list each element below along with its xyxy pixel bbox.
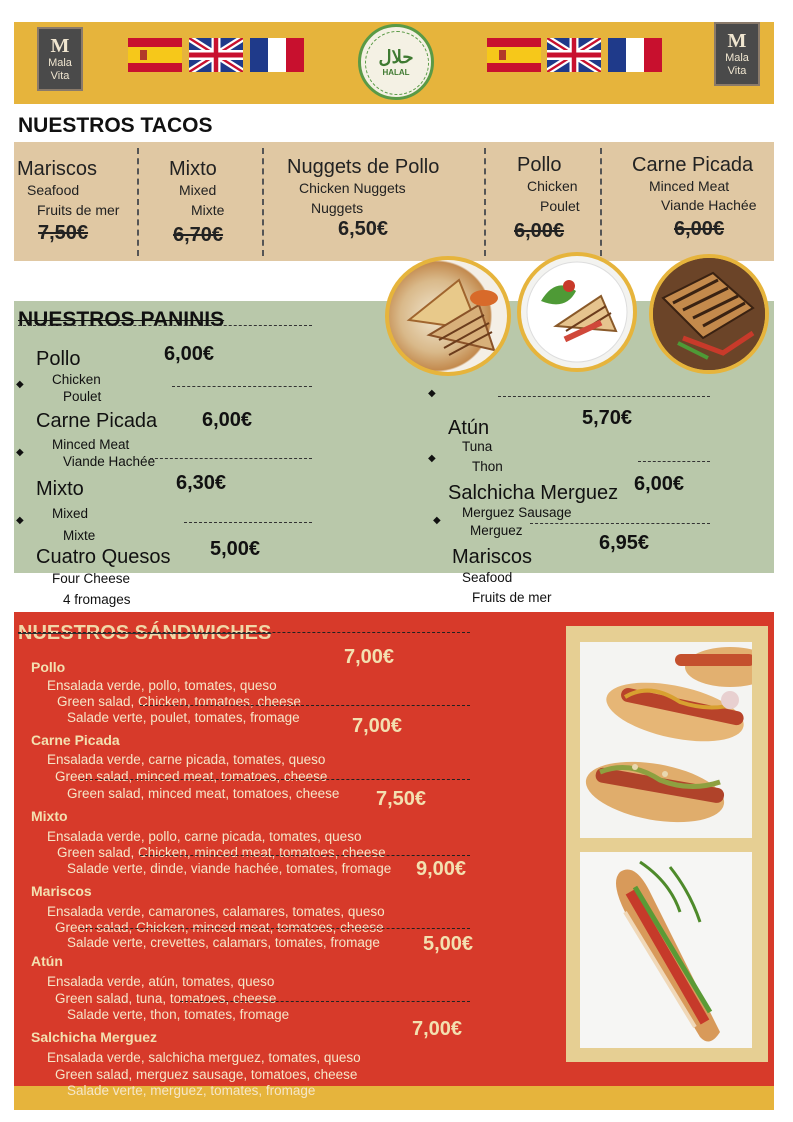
- price-dashed-line: [184, 522, 312, 523]
- panini-price: 5,00€: [210, 538, 261, 560]
- taco-price: 6,00€: [674, 218, 725, 240]
- price-dashed-line: [530, 523, 710, 524]
- sandwich-name: Salchicha Merguez: [31, 1029, 158, 1045]
- sandwich-price: 7,00€: [352, 715, 403, 737]
- panini-price: 6,95€: [599, 532, 650, 554]
- panini-french: Viande Hachée: [63, 454, 156, 469]
- price-dashed-line: [80, 928, 470, 929]
- taco-french: Poulet: [540, 198, 580, 214]
- bullet-dot: ◆: [428, 388, 436, 399]
- panini-name: Mariscos: [452, 546, 533, 568]
- sandwich-french: Salade verte, dinde, viande hachée, tomates, fromage: [67, 861, 392, 876]
- price-dashed-line: [180, 1001, 470, 1002]
- panini-illustration: [521, 256, 633, 368]
- panini-french: Fruits de mer: [472, 590, 552, 605]
- sandwich-spanish: Ensalada verde, carne picada, tomates, queso: [47, 752, 326, 767]
- panini-price: 6,00€: [634, 473, 685, 495]
- logo-brand-name: Mala Vita: [725, 52, 749, 77]
- seal-ring: [365, 31, 429, 95]
- panini-name: Mixto: [36, 478, 84, 500]
- sandwich-price: 7,50€: [376, 788, 427, 810]
- france-flag-icon: [250, 38, 304, 72]
- seal-label: HALAL: [382, 68, 410, 77]
- spain-flag-icon: [487, 38, 541, 72]
- panini-english: Chicken: [52, 372, 101, 387]
- sandwich-name: Mariscos: [31, 883, 92, 899]
- panini-french: Thon: [472, 459, 503, 474]
- sandwich-english: Green salad, Chicken, tomatoes, cheese: [57, 694, 301, 709]
- taco-price: 6,00€: [514, 220, 565, 242]
- panini-price: 6,00€: [202, 409, 253, 431]
- price-dashed-line: [638, 461, 710, 462]
- taco-french: Mixte: [191, 202, 225, 218]
- taco-item: [140, 142, 262, 261]
- uk-flag-icon: [189, 38, 243, 72]
- taco-name: Carne Picada: [632, 154, 754, 176]
- panini-name: Carne Picada: [36, 410, 158, 432]
- bullet-dot: ◆: [16, 447, 24, 458]
- panini-english: Tuna: [462, 439, 493, 454]
- panini-english: Merguez Sausage: [462, 505, 572, 520]
- sandwich-english: Green salad, Chicken, minced meat, tomatoes, cheese: [55, 920, 384, 935]
- panini-english: Minced Meat: [52, 437, 130, 452]
- price-dashed-line: [140, 855, 470, 856]
- taco-french: Viande Hachée: [661, 197, 757, 213]
- panini-french: Mixte: [63, 528, 96, 543]
- taco-name: Pollo: [517, 154, 562, 176]
- spain-flag-icon: [128, 38, 182, 72]
- sandwich-price: 5,00€: [423, 933, 474, 955]
- panini-french: Merguez: [470, 523, 523, 538]
- sandwich-name: Carne Picada: [31, 732, 120, 748]
- bullet-dot: ◆: [433, 515, 441, 526]
- sandwiches-section-title: NUESTROS SÁNDWICHES: [18, 622, 272, 644]
- sandwich-french: Salade verte, crevettes, calamars, tomates, fromage: [67, 935, 380, 950]
- sandwich-spanish: Ensalada verde, salchicha merguez, tomates, queso: [47, 1050, 361, 1065]
- sandwich-french: Salade verte, merguez, tomates, fromage: [67, 1083, 316, 1098]
- panini-price: 6,00€: [164, 343, 215, 365]
- sandwich-price: 9,00€: [416, 858, 467, 880]
- sandwich-name: Pollo: [31, 659, 66, 675]
- taco-name: Mixto: [169, 158, 217, 180]
- sandwich-english: Green salad, merguez sausage, tomatoes, cheese: [55, 1067, 358, 1082]
- price-dashed-line: [150, 458, 312, 459]
- sandwich-spanish: Ensalada verde, atún, tomates, queso: [47, 974, 275, 989]
- taco-item: [486, 142, 600, 261]
- panini-photo-grilled: [649, 254, 769, 374]
- price-dashed-line: [80, 779, 470, 780]
- paninis-section-title: NUESTROS PANINIS: [18, 308, 225, 331]
- taco-english: Chicken: [527, 178, 578, 194]
- panini-name: Cuatro Quesos: [36, 546, 171, 568]
- panini-english: Seafood: [462, 570, 513, 585]
- price-dashed-line: [140, 705, 470, 706]
- taco-item: [14, 142, 138, 261]
- panini-photo-salad: [517, 252, 637, 372]
- taco-french: Nuggets: [311, 200, 364, 216]
- sandwich-english: Green salad, Chicken, minced meat, tomatoes, cheese: [57, 845, 386, 860]
- seal-arabic: حلال: [378, 47, 414, 67]
- price-dashed-line: [498, 396, 710, 397]
- panini-english: Mixed: [52, 506, 89, 521]
- panini-illustration: [653, 258, 765, 370]
- sandwich-price: 7,00€: [344, 646, 395, 668]
- mala-vita-logo-right: M Mala Vita: [714, 22, 760, 86]
- panini-name: Atún: [448, 417, 490, 439]
- taco-name: Mariscos: [17, 158, 98, 180]
- panini-illustration: [389, 260, 507, 372]
- mala-vita-logo-left: M Mala Vita: [37, 27, 83, 91]
- panini-french: Poulet: [63, 389, 102, 404]
- panini-price: 5,70€: [582, 407, 633, 429]
- taco-english: Minced Meat: [649, 178, 730, 194]
- taco-divider: [137, 148, 139, 256]
- panini-name: Pollo: [36, 348, 81, 370]
- uk-flag-icon: [547, 38, 601, 72]
- bullet-dot: ◆: [16, 379, 24, 390]
- hotdog-illustration: [580, 642, 752, 838]
- taco-price: 7,50€: [38, 222, 89, 244]
- bullet-dot: ◆: [428, 453, 436, 464]
- hotdog-photo: [580, 642, 752, 838]
- baguette-photo: [580, 852, 752, 1048]
- taco-price: 6,50€: [338, 218, 389, 240]
- panini-name: Salchicha Merguez: [448, 482, 619, 504]
- sandwich-english: Green salad, tuna, tomatoes, cheese: [55, 991, 277, 1006]
- title-dashed-line: [18, 325, 312, 326]
- sandwich-name: Atún: [31, 953, 63, 969]
- panini-photo-chicken: [385, 256, 511, 376]
- sandwich-spanish: Ensalada verde, pollo, carne picada, tomates, queso: [47, 829, 362, 844]
- sandwich-french: Salade verte, poulet, tomates, fromage: [67, 710, 300, 725]
- sandwich-spanish: Ensalada verde, camarones, calamares, tomates, queso: [47, 904, 385, 919]
- taco-english: Chicken Nuggets: [299, 180, 406, 196]
- taco-french: Fruits de mer: [37, 202, 120, 218]
- taco-english: Mixed: [179, 182, 217, 198]
- price-dashed-line: [172, 386, 312, 387]
- taco-price: 6,70€: [173, 224, 224, 246]
- taco-item: [602, 142, 774, 261]
- panini-price: 6,30€: [176, 472, 227, 494]
- panini-english: Four Cheese: [52, 571, 131, 586]
- panini-french: 4 fromages: [63, 592, 131, 607]
- taco-name: Nuggets de Pollo: [287, 156, 440, 178]
- sandwich-french: Salade verte, thon, tomates, fromage: [67, 1007, 290, 1022]
- sandwich-french: Green salad, minced meat, tomatoes, cheese: [67, 786, 340, 801]
- sandwich-name: Mixto: [31, 808, 68, 824]
- tacos-section-title: NUESTROS TACOS: [18, 114, 213, 137]
- sandwich-spanish: Ensalada verde, pollo, tomates, queso: [47, 678, 277, 693]
- title-dashed-line: [18, 632, 470, 633]
- bullet-dot: ◆: [16, 515, 24, 526]
- france-flag-icon: [608, 38, 662, 72]
- logo-brand-name: Mala Vita: [48, 57, 72, 82]
- sandwich-price: 7,00€: [412, 1018, 463, 1040]
- taco-item: [264, 142, 484, 261]
- taco-english: Seafood: [27, 182, 80, 198]
- baguette-illustration: [580, 852, 752, 1048]
- sandwich-english: Green salad, minced meat, tomatoes, cheese: [55, 769, 328, 784]
- halal-seal: [358, 24, 434, 100]
